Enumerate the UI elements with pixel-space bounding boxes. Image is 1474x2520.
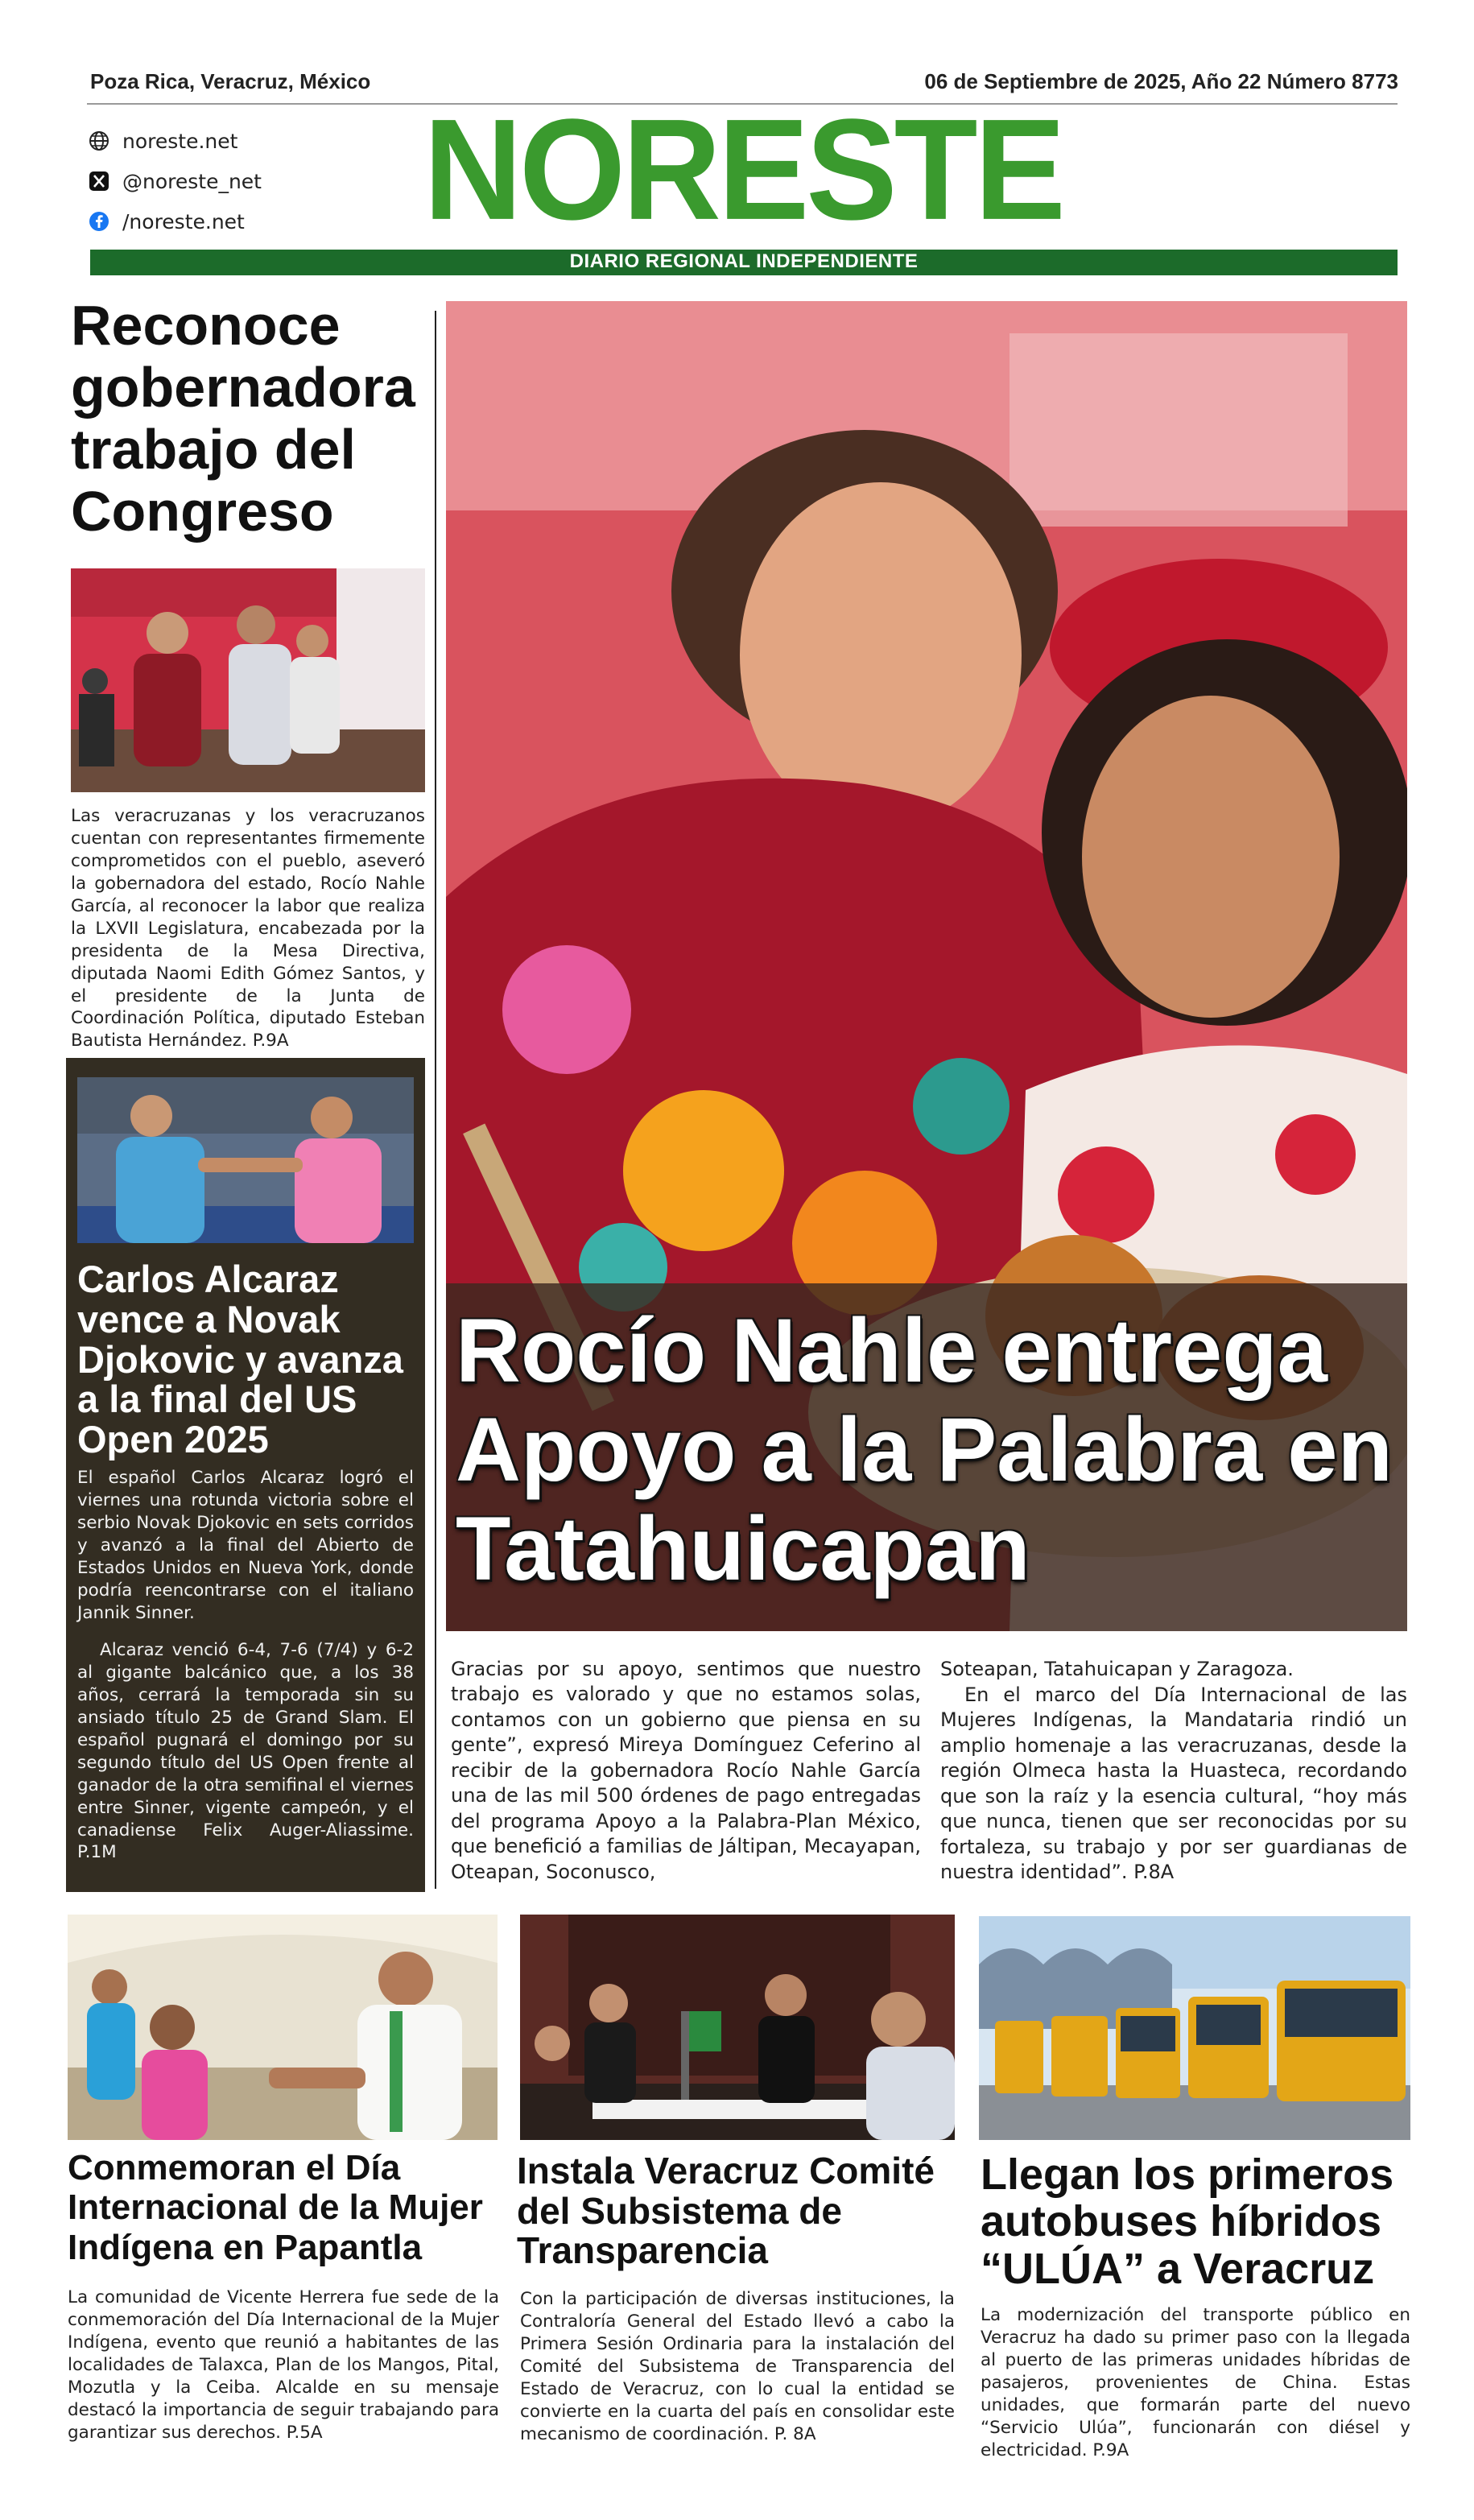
left-story-body: Las veracruzanas y los veracruzanos cuentan con representantes firmemente comprometidos con el pueblo, aseveró la gobernadora del estado, Rocío Nahle García, al reconocer la labor que realiza la LXVII Legislatura, encabezada por la presidenta de la Mesa Directiva, diputada Naomi Edith Gómez Santos, y el presidente de la Junta de Coordinación Política, diputado Esteban Bautista Hernández. P.9A bbox=[71, 806, 425, 1051]
main-story-headline[interactable]: Rocío Nahle entrega Apoyo a la Palabra en Tatahuicapan bbox=[456, 1300, 1393, 1600]
globe-icon bbox=[87, 129, 111, 153]
social-website-text: noreste.net bbox=[122, 129, 238, 153]
sports-panel bbox=[66, 1058, 425, 1892]
x-logo-icon bbox=[87, 169, 111, 193]
main-story-col1: Gracias por su apoyo, sentimos que nuestro trabajo es valorado y que no estamos solas, contamos con un gobierno que piensa en su gente”, expresó Mireya Domínguez Ceferino al recibir de la gobernadora Rocío Nahle García una de las mil 500 órdenes de pago entregadas del programa Apoyo a la Palabra-Plan México, que benefició a familias de Jáltipan, Mecayapan, Oteapan, Soconusco, bbox=[451, 1658, 921, 1883]
social-x-text: @noreste_net bbox=[122, 169, 262, 193]
sports-photo bbox=[77, 1077, 414, 1243]
masthead-logo[interactable] bbox=[385, 118, 1101, 246]
bottom-story-1-photo bbox=[68, 1915, 498, 2140]
bottom-story-1-body: La comunidad de Vicente Herrera fue sede de la conmemoración del Día Internacional de la Mujer Indígena, evento que reunió a habitantes de las localidades de Talaxca, Plan de los Mangos, Pital, Mozutla y la Ceiba. Alcalde en su mensaje destacó la importancia de seguir trabajando para garantizar sus derechos. P.5A bbox=[68, 2287, 499, 2443]
header-rule bbox=[87, 103, 1398, 105]
bottom-story-2-body: Con la participación de diversas instituciones, la Contraloría General del Estado llevó a cabo la Primera Sesión Ordinaria para la instalación del Comité del Subsistema de Transparencia del Estado de Veracruz, con lo cual la entidad se convierte en la cuarta del país en consolidar este mecanismo de coordinación. P. 8A bbox=[520, 2289, 955, 2444]
bottom-story-3-body: La modernización del transporte público en Veracruz ha dado su primer paso con la llegada al puerto de las primeras unidades híbridas de pasajeros, provenientes de China. Estas unidades, que formarán parte del nuevo “Servicio Ulúa”, funcionarán con diésel y electricidad. P.9A bbox=[981, 2305, 1410, 2460]
left-story-photo bbox=[71, 568, 425, 792]
main-story-col2-p1: Soteapan, Tatahuicapan y Zaragoza. bbox=[940, 1658, 1294, 1680]
bottom-story-3-photo bbox=[979, 1916, 1410, 2140]
social-x[interactable] bbox=[87, 169, 262, 193]
bottom-story-2-photo bbox=[520, 1915, 955, 2140]
masthead-tagline: DIARIO REGIONAL INDEPENDIENTE bbox=[569, 250, 919, 272]
social-facebook-text: /noreste.net bbox=[122, 209, 245, 233]
masthead-tagline-band bbox=[90, 250, 1398, 275]
facebook-icon bbox=[87, 209, 111, 233]
main-story-col2-p2: En el marco del Día Internacional de las Mujeres Indígenas, la Mandataria rindió un amplio homenaje a las veracruzanas, desde la región Olmeca hasta la Huasteca, recordando que son la raíz y la esencia cultural, “hoy más que nunca, tienen que ser reconocidas por su fortaleza, su trabajo y por ser guardianas de nuestra identidad”. P.8A bbox=[940, 1683, 1407, 1884]
social-website[interactable] bbox=[87, 129, 237, 153]
date-issue-line: 06 de Septiembre de 2025, Año 22 Número 8773 bbox=[924, 69, 1398, 93]
left-story-headline[interactable]: Reconoce gobernadora trabajo del Congreso bbox=[71, 294, 415, 543]
bottom-story-1-headline[interactable]: Conmemoran el Día Internacional de la Mujer Indígena en Papantla bbox=[68, 2148, 483, 2267]
column-divider bbox=[435, 311, 436, 1889]
location-line: Poza Rica, Veracruz, México bbox=[90, 69, 371, 93]
social-facebook[interactable] bbox=[87, 209, 245, 233]
sports-body-p2: Alcaraz venció 6-4, 7-6 (7/4) y 6-2 al gigante balcánico que, a los 38 años, cerrará la temporada sin su ansiado título 25 de Grand Slam. El español pugnará el domingo por su segundo título del US Open frente al ganador de la otra semifinal el viernes entre Sinner, vigente campeón, y el canadiense Felix Auger-Aliassime. P.1M bbox=[77, 1640, 414, 1863]
bottom-story-2-headline[interactable]: Instala Veracruz Comité del Subsistema de Transparencia bbox=[517, 2150, 935, 2272]
bottom-story-3-headline[interactable]: Llegan los primeros autobuses híbridos “ULÚA” a Veracruz bbox=[981, 2150, 1394, 2293]
sports-headline[interactable]: Carlos Alcaraz vence a Novak Djokovic y avanza a la final del US Open 2025 bbox=[77, 1258, 403, 1461]
sports-body-p1: El español Carlos Alcaraz logró el viernes una rotunda victoria sobre el serbio Novak Djokovic en sets corridos y avanzó a la final del Abierto de Estados Unidos en Nueva York, donde podría reencontrarse con el italiano Jannik Sinner. bbox=[77, 1468, 414, 1623]
masthead-wordmark: NORESTE bbox=[423, 118, 1063, 238]
